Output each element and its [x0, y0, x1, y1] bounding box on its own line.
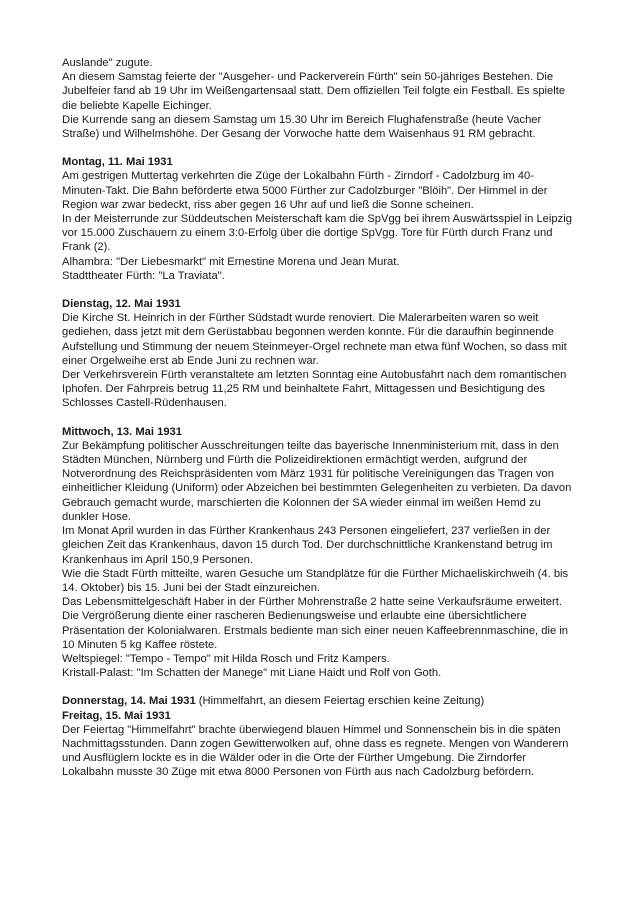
date-heading-dienstag: Dienstag, 12. Mai 1931 — [62, 298, 181, 311]
paragraph: Im Monat April wurden in das Fürther Krankenhaus 243 Personen eingeliefert, 237 verließen in der gleichen Zeit das Krankenhaus, davon 15 durch Tod. Der durchschnittliche Krankenstand betrug im Krankenhaus im April 150,9 Personen. — [62, 525, 553, 566]
paragraph: Die Kirche St. Heinrich in der Fürther Südstadt wurde renoviert. Die Malerarbeiten waren so weit gediehen, dass jetzt mit dem Gerüstabbau begonnen werden konnte. Für die daraufhin beginnende Aufstellung und Stimmung der neuem Steinmeyer-Orgel rechnete man etwa fünf Wochen, so dass mit einer Orgelweihe erst ab Ende Juni zu rechnen war. — [62, 312, 567, 367]
date-heading-freitag: Freitag, 15. Mai 1931 — [62, 709, 171, 722]
paragraph: Zur Bekämpfung politischer Ausschreitungen teilte das bayerische Innenministerium mit, dass in den Städten München, Nürnberg und Fürth die Polizeidirektionen ermächtigt werden, aufgrund der Notverordnung des Reichspräsidenten vom März 1931 für politische Vereinigungen das Tragen von einheitlicher Kleidung (Uniform) oder Abzeichen bei bestimmten Gelegenheiten zu verbieten. Da davon Gebrauch gemacht wurde, marschierten die Kolonnen der SA wieder einmal im weißen Hemd zu dunkler Hose. — [62, 439, 572, 523]
intro-paragraph: Die Kurrende sang an diesem Samstag um 15.30 Uhr im Bereich Flughafenstraße (heute Vacher Straße) und Wilhelmshöhe. Der Gesang der Vorwoche hatte dem Waisenhaus 91 RM gebracht. — [62, 113, 542, 141]
paragraph: Der Verkehrsverein Fürth veranstaltete am letzten Sonntag eine Autobusfahrt nach dem romantischen Iphofen. Der Fahrpreis betrug 11,25 RM und beinhaltete Fahrt, Mittagessen und Besichtigung des Schlosses Castell-Rüdenhausen. — [62, 369, 567, 410]
section-mittwoch — [62, 439, 576, 680]
paragraph: Kristall-Palast: "Im Schatten der Manege" mit Liane Haidt und Rolf von Goth. — [62, 667, 442, 680]
paragraph: Stadttheater Fürth: "La Traviata". — [62, 269, 225, 282]
date-heading-montag: Montag, 11. Mai 1931 — [62, 156, 173, 169]
paragraph: Weltspiegel: "Tempo - Tempo" mit Hilda Rosch und Fritz Kampers. — [62, 652, 390, 665]
date-heading-mittwoch: Mittwoch, 13. Mai 1931 — [62, 425, 182, 438]
paragraph: Alhambra: "Der Liebesmarkt" mit Ernestine Morena und Jean Murat. — [62, 255, 400, 268]
document-page — [62, 56, 576, 794]
intro-paragraph: Auslande" zugute. — [62, 57, 153, 69]
paragraph: Am gestrigen Muttertag verkehrten die Züge der Lokalbahn Fürth - Zirndorf - Cadolzburg im 40-Minuten-Takt. Die Bahn beförderte etwa 5000 Fürther zur Cadolzburger "Blöih". Der Himmel in der Region war zwar bedeckt, riss aber gegen 16 Uhr auf und ließ die Sonne scheinen. — [62, 170, 548, 211]
heading-date: Donnerstag, 14. Mai 1931 — [62, 695, 196, 708]
section-dienstag — [62, 311, 576, 410]
paragraph: Wie die Stadt Fürth mitteilte, waren Gesuche um Standplätze für die Fürther Michaeliskirchweih (4. bis 14. Oktober) bis 15. Juni bei der Stadt einzureichen. — [62, 567, 569, 594]
paragraph: Der Feiertag "Himmelfahrt" brachte überwiegend blauen Himmel und Sonnenschein bis in die späten Nachmittagsstunden. Dann zogen Gewitterwolken auf, ohne dass es regnete. Mengen von Wanderern und Ausflüglern lockte es in die Wälder oder in die Orte der Fürther Umgebung. Die Zirndorfer Lokalbahn musste 30 Züge mit etwa 8000 Personen von Fürth aus nach Cadolzburg befördern. — [62, 723, 569, 779]
intro-paragraph: An diesem Samstag feierte der "Ausgeher- und Packerverein Fürth" sein 50-jähriges Bestehen. Die Jubelfeier fand ab 19 Uhr im Weißengartensaal statt. Dem offiziellen Teil folgte ein Festball. Es spielte die beliebte Kapelle Eichinger. — [62, 71, 566, 112]
paragraph: Das Lebensmittelgeschäft Haber in der Fürther Mohrenstraße 2 hatte seine Verkaufsräume erweitert. Die Vergrößerung diente einer rascheren Bedienungsweise und erlaubte eine übersichtlichere Präsentation der Kolonialwaren. Erstmals bediente man sich einer neuen Kaffeebrennmaschine, die in 10 Minuten 5 kg Kaffee röstete. — [62, 596, 569, 651]
heading-note: (Himmelfahrt, an diesem Feiertag erschien keine Zeitung) — [198, 695, 485, 708]
intro-block — [62, 56, 576, 141]
section-freitag — [62, 723, 576, 780]
date-heading-donnerstag — [62, 694, 576, 708]
paragraph: In der Meisterrunde zur Süddeutschen Meisterschaft kam die SpVgg bei ihrem Auswärtsspiel in Leipzig vor 15.000 Zuschauern zu einem 3:0-Erfolg über die dortige SpVgg. Tore für Fürth durch Franz und Frank (2). — [62, 213, 572, 254]
section-montag — [62, 169, 576, 283]
